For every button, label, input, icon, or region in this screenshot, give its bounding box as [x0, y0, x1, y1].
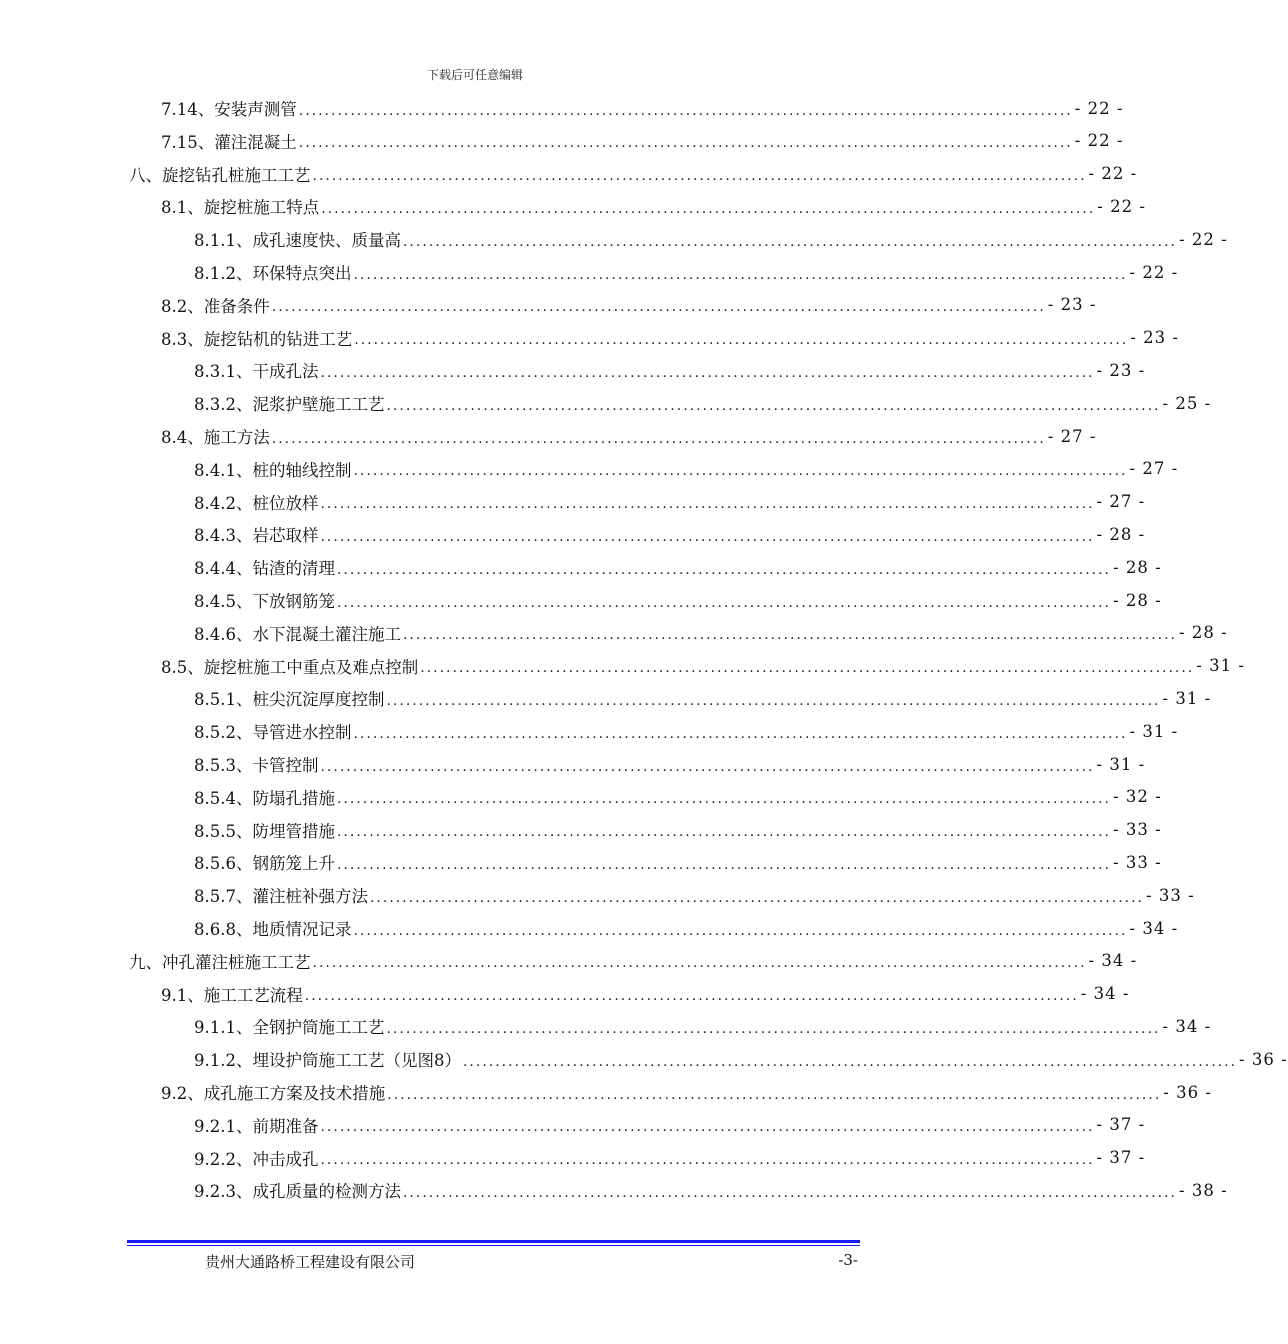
toc-entry[interactable]: [161, 1077, 1212, 1107]
toc-entry-page: - 33 -: [1146, 885, 1195, 905]
toc-dot-leader: ........................................................................................................................: [271, 299, 1046, 316]
toc-entry[interactable]: [194, 913, 1179, 943]
toc-entry-title: 8.3.1、干成孔法: [194, 362, 319, 382]
toc-dot-leader: ........................................................................................................................: [402, 233, 1178, 250]
toc-entry-title: 7.14、安装声测管: [161, 100, 297, 119]
toc-entry-title: 8.2、准备条件: [161, 296, 270, 316]
toc-dot-leader: ........................................................................................................................: [320, 758, 1095, 775]
toc-entry-page: - 28 -: [1179, 623, 1228, 643]
toc-entry-title: 八、旋挖钻孔桩施工工艺: [129, 165, 311, 185]
toc-entry-page: - 27 -: [1129, 459, 1179, 479]
toc-entry-title: 8.4.5、下放钢筋笼: [194, 592, 335, 611]
toc-entry-page: - 28 -: [1113, 557, 1162, 577]
toc-entry-page: - 33 -: [1113, 820, 1162, 840]
toc-entry-page: - 22 -: [1074, 98, 1124, 118]
toc-entry-title: 8.5.5、防埋管措施: [194, 821, 335, 841]
toc-entry[interactable]: [194, 847, 1162, 877]
toc-dot-leader: ........................................................................................................................: [420, 660, 1195, 677]
toc-entry-page: - 22 -: [1097, 196, 1146, 216]
toc-dot-leader: ........................................................................................................................: [387, 1086, 1162, 1103]
toc-entry-page: - 31 -: [1162, 688, 1212, 708]
toc-entry[interactable]: [194, 1011, 1212, 1041]
toc-entry[interactable]: [194, 683, 1212, 713]
footer-page-number: -3-: [838, 1251, 858, 1269]
toc-entry[interactable]: [129, 159, 1138, 189]
toc-dot-leader: ........................................................................................................................: [320, 1152, 1095, 1169]
toc-entry-page: - 22 -: [1088, 164, 1138, 184]
toc-dot-leader: ........................................................................................................................: [386, 397, 1161, 414]
toc-entry-title: 8.6.8、地质情况记录: [194, 920, 352, 939]
toc-dot-leader: ........................................................................................................................: [321, 200, 1096, 217]
toc-dot-leader: ........................................................................................................................: [320, 496, 1095, 513]
toc-entry-page: - 31 -: [1129, 721, 1179, 741]
toc-entry[interactable]: [161, 323, 1179, 353]
toc-entry-title: 8.4.4、钻渣的清理: [194, 559, 335, 579]
toc-dot-leader: ........................................................................................................................: [312, 168, 1087, 185]
toc-entry-title: 8.4.6、水下混凝土灌注施工: [194, 624, 401, 644]
toc-entry-title: 8.1、旋挖桩施工特点: [161, 198, 320, 218]
toc-entry-title: 8.4.3、岩芯取样: [194, 526, 319, 546]
toc-entry[interactable]: [161, 191, 1146, 221]
toc-entry[interactable]: [161, 651, 1245, 681]
page-header: 下载后可任意编辑: [426, 68, 523, 82]
toc-entry[interactable]: [194, 1044, 1288, 1074]
toc-entry[interactable]: [194, 585, 1162, 615]
toc-dot-leader: ........................................................................................................................: [336, 594, 1112, 611]
toc-dot-leader: ........................................................................................................................: [336, 824, 1112, 841]
toc-entry-page: - 23 -: [1130, 328, 1179, 348]
toc-entry-page: - 34 -: [1088, 951, 1138, 971]
toc-entry-title: 8.5.6、钢筋笼上升: [194, 854, 335, 874]
toc-dot-leader: ........................................................................................................................: [320, 1119, 1095, 1136]
toc-dot-leader: ........................................................................................................................: [304, 988, 1079, 1005]
toc-entry[interactable]: [161, 93, 1124, 123]
toc-entry[interactable]: [194, 1175, 1228, 1205]
toc-entry[interactable]: [161, 290, 1097, 320]
toc-entry[interactable]: [161, 421, 1097, 451]
footer-rule-thick: [127, 1240, 860, 1243]
footer-company-name: 贵州大通路桥工程建设有限公司: [205, 1253, 416, 1271]
toc-entry-page: - 38 -: [1179, 1180, 1228, 1200]
toc-entry-title: 8.5.3、卡管控制: [194, 756, 319, 775]
toc-dot-leader: ........................................................................................................................: [353, 266, 1128, 283]
toc-dot-leader: ........................................................................................................................: [402, 627, 1178, 644]
toc-entry-page: - 27 -: [1096, 492, 1146, 512]
toc-dot-leader: ........................................................................................................................: [320, 528, 1095, 545]
toc-entry[interactable]: [194, 519, 1146, 549]
toc-dot-leader: ........................................................................................................................: [312, 955, 1087, 972]
toc-dot-leader: ........................................................................................................................: [336, 791, 1112, 808]
toc-dot-leader: ........................................................................................................................: [354, 332, 1129, 349]
toc-entry-page: - 22 -: [1074, 131, 1124, 151]
toc-dot-leader: ........................................................................................................................: [353, 463, 1128, 480]
toc-entry-title: 8.4.1、桩的轴线控制: [194, 460, 352, 480]
toc-entry[interactable]: [129, 946, 1138, 976]
toc-dot-leader: ........................................................................................................................: [271, 430, 1046, 447]
toc-entry-title: 8.3、旋挖钻机的钻进工艺: [161, 329, 353, 349]
toc-dot-leader: ........................................................................................................................: [336, 856, 1112, 873]
toc-entry-page: - 31 -: [1196, 656, 1245, 676]
toc-entry[interactable]: [194, 224, 1228, 254]
toc-entry-page: - 34 -: [1129, 918, 1179, 938]
toc-entry-page: - 25 -: [1162, 393, 1212, 413]
toc-entry-title: 7.15、灌注混凝土: [161, 132, 297, 152]
toc-entry[interactable]: [161, 126, 1124, 156]
toc-entry-title: 8.5.4、防塌孔措施: [194, 788, 335, 808]
toc-entry-title: 8.1.2、环保特点突出: [194, 264, 352, 283]
toc-entry-title: 9.2.3、成孔质量的检测方法: [194, 1182, 401, 1202]
toc-entry[interactable]: [194, 1110, 1146, 1140]
toc-entry-page: - 23 -: [1047, 295, 1097, 315]
toc-entry-page: - 37 -: [1096, 1115, 1146, 1135]
toc-entry-title: 8.4、施工方法: [161, 428, 270, 447]
toc-entry[interactable]: [194, 618, 1228, 648]
toc-entry[interactable]: [161, 979, 1130, 1009]
toc-entry[interactable]: [194, 388, 1212, 418]
toc-entry-title: 9.2.2、冲击成孔: [194, 1149, 319, 1169]
toc-entry[interactable]: [194, 552, 1162, 582]
toc-entry-page: - 23 -: [1096, 360, 1146, 380]
toc-entry-page: - 22 -: [1129, 262, 1179, 282]
toc-entry-page: - 28 -: [1096, 524, 1146, 544]
toc-dot-leader: ........................................................................................................................: [402, 1184, 1178, 1201]
toc-entry[interactable]: [194, 454, 1179, 484]
toc-entry-title: 9.2.1、前期准备: [194, 1116, 319, 1136]
toc-dot-leader: ........................................................................................................................: [336, 561, 1112, 578]
toc-entry-page: - 28 -: [1113, 590, 1162, 610]
toc-entry-page: - 31 -: [1096, 754, 1146, 774]
toc-entry-title: 9.1.1、全钢护筒施工工艺: [194, 1018, 385, 1038]
toc-entry-title: 九、冲孔灌注桩施工工艺: [129, 952, 311, 972]
toc-entry-page: - 22 -: [1179, 229, 1228, 249]
toc-entry-page: - 34 -: [1162, 1016, 1212, 1036]
toc-entry[interactable]: [194, 355, 1146, 385]
footer-rule-thin: [127, 1245, 860, 1246]
toc-entry[interactable]: [194, 749, 1146, 779]
toc-dot-leader: ........................................................................................................................: [320, 364, 1095, 381]
toc-entry[interactable]: [194, 815, 1162, 845]
toc-dot-leader: ........................................................................................................................: [298, 135, 1073, 152]
toc-entry-page: - 34 -: [1080, 984, 1130, 1004]
toc-entry-title: 8.5.1、桩尖沉淀厚度控制: [194, 690, 385, 710]
toc-dot-leader: ........................................................................................................................: [386, 692, 1161, 709]
toc-entry-title: 9.1、施工工艺流程: [161, 985, 303, 1005]
toc-entry-title: 9.2、成孔施工方案及技术措施: [161, 1084, 386, 1103]
toc-entry-title: 8.5.7、灌注桩补强方法: [194, 887, 368, 907]
toc-entry-title: 8.4.2、桩位放样: [194, 493, 319, 513]
toc-entry[interactable]: [194, 257, 1179, 287]
toc-entry-page: - 36 -: [1239, 1049, 1288, 1069]
toc-entry[interactable]: [194, 487, 1146, 517]
toc-entry-title: 9.1.2、埋设护筒施工工艺（见图8）: [194, 1051, 461, 1071]
toc-entry-page: - 27 -: [1047, 426, 1097, 446]
toc-entry-title: 8.5、旋挖桩施工中重点及难点控制: [161, 657, 419, 677]
toc-dot-leader: ........................................................................................................................: [353, 725, 1128, 742]
toc-dot-leader: ........................................................................................................................: [386, 1020, 1161, 1037]
toc-entry[interactable]: [194, 716, 1179, 746]
toc-entry-page: - 33 -: [1113, 852, 1162, 872]
toc-entry-title: 8.3.2、泥浆护壁施工工艺: [194, 395, 385, 415]
toc-entry-title: 8.1.1、成孔速度快、质量高: [194, 231, 401, 251]
toc-entry-page: - 36 -: [1163, 1082, 1212, 1102]
toc-dot-leader: ........................................................................................................................: [298, 102, 1073, 119]
toc-entry[interactable]: [194, 1143, 1146, 1173]
toc-entry[interactable]: [194, 782, 1162, 812]
toc-entry[interactable]: [194, 880, 1195, 910]
toc-dot-leader: ........................................................................................................................: [369, 889, 1145, 906]
toc-dot-leader: ........................................................................................................................: [462, 1053, 1238, 1070]
toc-dot-leader: ........................................................................................................................: [353, 922, 1128, 939]
toc-entry-title: 8.5.2、导管进水控制: [194, 723, 352, 743]
toc-entry-page: - 37 -: [1096, 1148, 1146, 1168]
toc-entry-page: - 32 -: [1113, 787, 1162, 807]
